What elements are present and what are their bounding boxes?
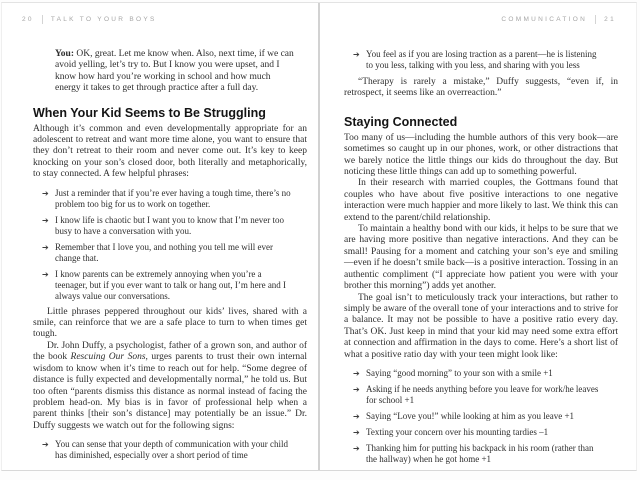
left-page: [2, 3, 318, 470]
duffy-text-after: , urges parents to trust their own internal wisdom to know when it’s time to reach out for help. “Some degree of distance is fully expected and developmentally normal,” he told us. But too often “parents dismiss this distance as normal instead of facing the problem head-on. My bias is in favor of professional help when a parent thinks [their son’s distance] may potentially be an issue.” Dr. Duffy suggests we watch out for the following signs:: [33, 352, 308, 431]
ratio-item-text: Saying “good morning” to your son with a smile +1: [366, 367, 553, 378]
left-header-title: TALK TO YOUR BOYS: [50, 16, 157, 23]
header-divider-bar: [42, 15, 43, 24]
left-page-content: [2, 49, 318, 466]
right-page-content: [320, 49, 636, 470]
phrase-text: I know life is chaotic but I want you to know that I’m never too busy to have a conversation with you.: [55, 214, 284, 236]
body-paragraph: To maintain a healthy bond with our kids, it helps to be sure that we are having more positive than negative interactions. And they can be small! Pausing for a moment and catching your son’s eye and smiling—even if he doesn’t smile back—is a positive interaction. Tossing in an authentic compliment (“I appreciate how patient you were with your brother this morning”) adds yet another.: [344, 224, 618, 292]
dialogue-paragraph: [55, 49, 294, 95]
positive-ratio-list: [344, 368, 618, 465]
sign-text: You can sense that your depth of communication with your child has diminished, especially over a short period of time: [55, 439, 289, 461]
list-item: [42, 242, 291, 264]
list-item: [353, 384, 602, 406]
list-item: [353, 427, 602, 438]
list-item: [42, 269, 291, 302]
section-heading-staying-connected: Staying Connected: [344, 114, 458, 129]
list-item: [42, 188, 291, 210]
body-paragraph: Too many of us—including the humble authors of this very book—are sometimes so caught up in our phones, work, or other distractions that we barely notice the little things our kids do throughout the day. But noticing these little things can add up to something powerful.: [344, 132, 618, 178]
list-item: [42, 439, 291, 461]
arrow-bullet-icon: ➔: [353, 443, 360, 453]
list-item: [353, 411, 602, 422]
ratio-item-text: Asking if he needs anything before you leave for work/he leaves for school +1: [366, 383, 599, 405]
right-page: [320, 3, 636, 470]
dialogue-speaker: You:: [55, 49, 75, 59]
helpful-phrases-list: [33, 188, 307, 302]
ratio-item-text: Texting your concern over his mounting tardies –1: [366, 426, 549, 437]
duffy-paragraph: [33, 341, 307, 432]
arrow-bullet-icon: ➔: [42, 242, 49, 252]
therapy-quote-paragraph: “Therapy is rarely a mistake,” Duffy suggests, “even if, in retrospect, it seems like an overreaction.”: [344, 77, 618, 99]
list-item: [42, 215, 291, 237]
body-paragraph: The goal isn’t to meticulously track your interactions, but rather to simply be aware of the overall tone of your interactions and to strive for a balance. It may not be possible to have a positive ratio every day. That’s OK. Just keep in mind that your kid may need some extra effort at connection and affirmation in the days to come. Here’s a short list of what a positive ratio day with your teen might look like:: [344, 292, 618, 360]
duffy-text-before: Dr. John Duffy, a psychologist, father of a grown son, and author of the book: [33, 340, 307, 363]
arrow-bullet-icon: ➔: [353, 411, 360, 421]
ratio-item-text: Thanking him for putting his backpack in his room (rather than the hallway) when he got home +1: [366, 442, 594, 464]
arrow-bullet-icon: ➔: [42, 215, 49, 225]
dialogue-text: OK, great. Let me know when. Also, next time, if we can avoid yelling, let’s try to. But I know you were upset, and I know how hard you’re working in school and how much energy it takes to get through practice after a full day.: [55, 49, 294, 94]
left-running-header: [2, 15, 318, 24]
phrase-text: Just a reminder that if you’re ever having a tough time, there’s no problem too big for us to work on together.: [55, 187, 291, 209]
arrow-bullet-icon: ➔: [42, 269, 49, 279]
arrow-bullet-icon: ➔: [353, 384, 360, 394]
right-page-number: 21: [604, 16, 616, 23]
warning-signs-list: [33, 439, 307, 461]
list-item: [353, 49, 602, 71]
book-spread: [1, 2, 637, 471]
ratio-item-text: Saying “Love you!” while looking at him as you leave +1: [366, 410, 575, 421]
section-heading-struggling: When Your Kid Seems to Be Struggling: [33, 105, 266, 120]
body-paragraph: In their research with married couples, the Gottmans found that couples who have about five positive interactions to one negative interaction were much happier and more likely to last. We think this can extend to the parent/child relationship.: [344, 178, 618, 223]
intro-paragraph: Although it’s common and even developmentally appropriate for an adolescent to retreat and want more time alone, you want to ensure that they don’t retreat to their room and never come out. It’s key to keep knocking on your son’s closed door, both literally and metaphorically, to stay connected. A few helpful phrases:: [33, 123, 307, 180]
phrase-text: I know parents can be extremely annoying when you’re a teenager, but if you ever want to talk or hang out, I’m here and I always value our conversations.: [55, 268, 287, 301]
sign-text: You feel as if you are losing traction as a parent—he is listening to you less, talking with you less, and sharing with you less: [366, 49, 597, 70]
warning-signs-continued-list: [344, 49, 618, 71]
arrow-bullet-icon: ➔: [42, 440, 49, 450]
arrow-bullet-icon: ➔: [353, 368, 360, 378]
little-phrases-paragraph: Little phrases peppered throughout our kids’ lives, shared with a smile, can reinforce that we are a safe place to turn to when times get tough.: [33, 306, 307, 340]
arrow-bullet-icon: ➔: [353, 50, 360, 59]
right-header-title: COMMUNICATION: [501, 16, 588, 23]
right-running-header: [320, 15, 636, 24]
header-divider-bar: [595, 15, 596, 24]
left-page-number: 20: [22, 16, 34, 23]
arrow-bullet-icon: ➔: [353, 427, 360, 437]
phrase-text: Remember that I love you, and nothing you tell me will ever change that.: [55, 241, 273, 263]
list-item: [353, 368, 602, 379]
list-item: [353, 443, 602, 465]
book-title-italic: Rescuing Our Sons: [70, 352, 146, 363]
arrow-bullet-icon: ➔: [42, 188, 49, 198]
